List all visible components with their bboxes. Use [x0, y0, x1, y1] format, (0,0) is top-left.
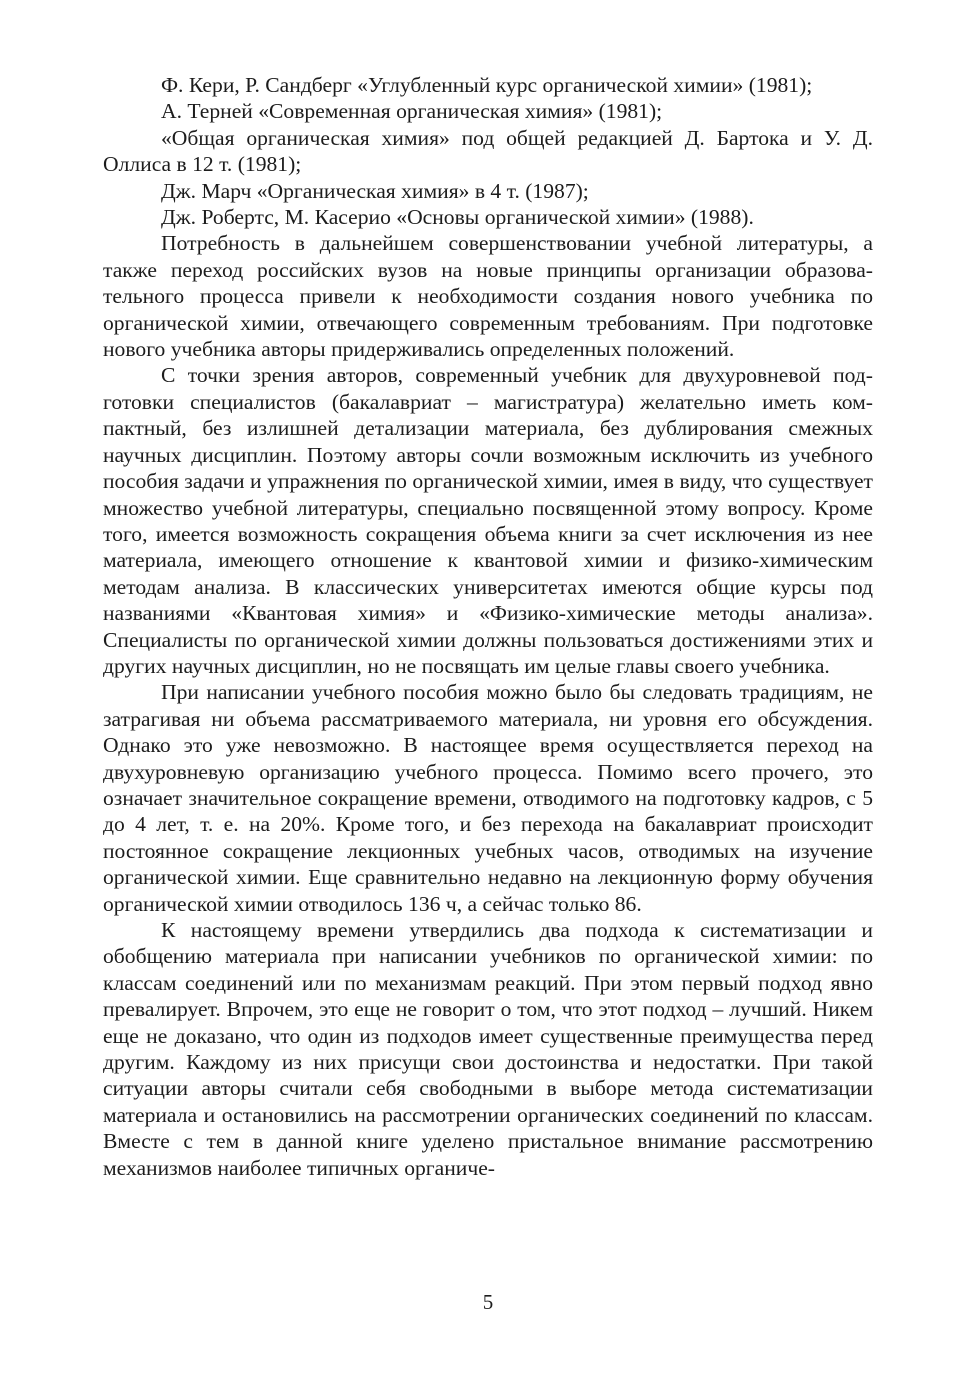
page-body — [103, 72, 873, 1181]
reference-item: «Общая органическая химия» под общей редакцией Д. Бартока и У. Д. Оллиса в 12 т. (1981); — [103, 125, 873, 177]
body-paragraph: При написании учебного пособия можно было бы следовать традициям, не затрагивая ни объема рассматриваемого материала, ни уровня его обсуждения. Однако это уже невозможно. В настоящее время осуществляется переход на двухуровневую организацию учебного процесса. Помимо всего прочего, это означает значительное сокращение времени, отводимого на подготовку кадров, с 5 до 4 лет, т. е. на 20%. Кроме того, и без перехода на бакалавриат происходит постоянное сокращение лекционных учебных часов, отводимых на изучение органической химии. Еще сравнительно недавно на лекционную форму обучения органической химии отводилось 136 ч, а сейчас только 86. — [103, 680, 873, 916]
page-number: 5 — [482, 1290, 494, 1314]
reference-item: А. Терней «Современная органическая химия» (1981); — [161, 99, 663, 124]
body-paragraph: К настоящему времени утвердились два подхода к систематизации и обобщению материала при написании учебников по органической химии: по классам соединений или по механизмам реакций. При этом первый подход явно превалирует. Впрочем, это еще не говорит о том, что этот подход – лучший. Никем еще не доказано, что один из подходов имеет существенные преимущества перед другим. Каждому из них присущи свои достоинства и недостатки. При такой ситуации авторы считали себя свободными в выборе метода систематизации материала и остановились на рассмотрении органических соединений по классам. Вместе с тем в данной книге уделено пристальное внимание рассмотрению механизмов наиболее типичных органиче- — [103, 918, 873, 1180]
reference-item: Ф. Кери, Р. Сандберг «Углубленный курс органической химии» (1981); — [161, 73, 813, 97]
body-paragraph: С точки зрения авторов, современный учебник для двухуровневой подготовки специалистов (бакалавриат – магистратура) желательно иметь компактный, без излишней детализации материала, без дублирования смежных научных дисциплин. Поэтому авторы сочли возможным исключить из учебного пособия задачи и упражнения по органической химии, имея в виду, что существует множество учебной литературы, специально посвященной этому вопросу. Кроме того, имеется возможность сокращения объема книги за счет исключения из нее материала, имеющего отношение к квантовой химии и физико-химическим методам анализа. В классических университетах имеются общие курсы под названиями «Квантовая химия» и «Физико-химические методы анализа». Специалисты по органической химии должны пользоваться достижениями этих и других научных дисциплин, но не посвящать им целые главы своего учебника. — [103, 363, 873, 678]
reference-item: Дж. Марч «Органическая химия» в 4 т. (1987); — [161, 178, 589, 203]
reference-list — [103, 72, 873, 230]
reference-item: Дж. Робертс, М. Касерио «Основы органической химии» (1988). — [161, 205, 754, 230]
body-paragraph: Потребность в дальнейшем совершенствовании учебной литературы, а также переход российских вузов на новые принципы организации образовательного процесса привели к необходимости создания нового учебника по органической химии, отвечающего современным требованиям. При подготовке нового учебника авторы придерживались определенных положений. — [103, 231, 873, 362]
